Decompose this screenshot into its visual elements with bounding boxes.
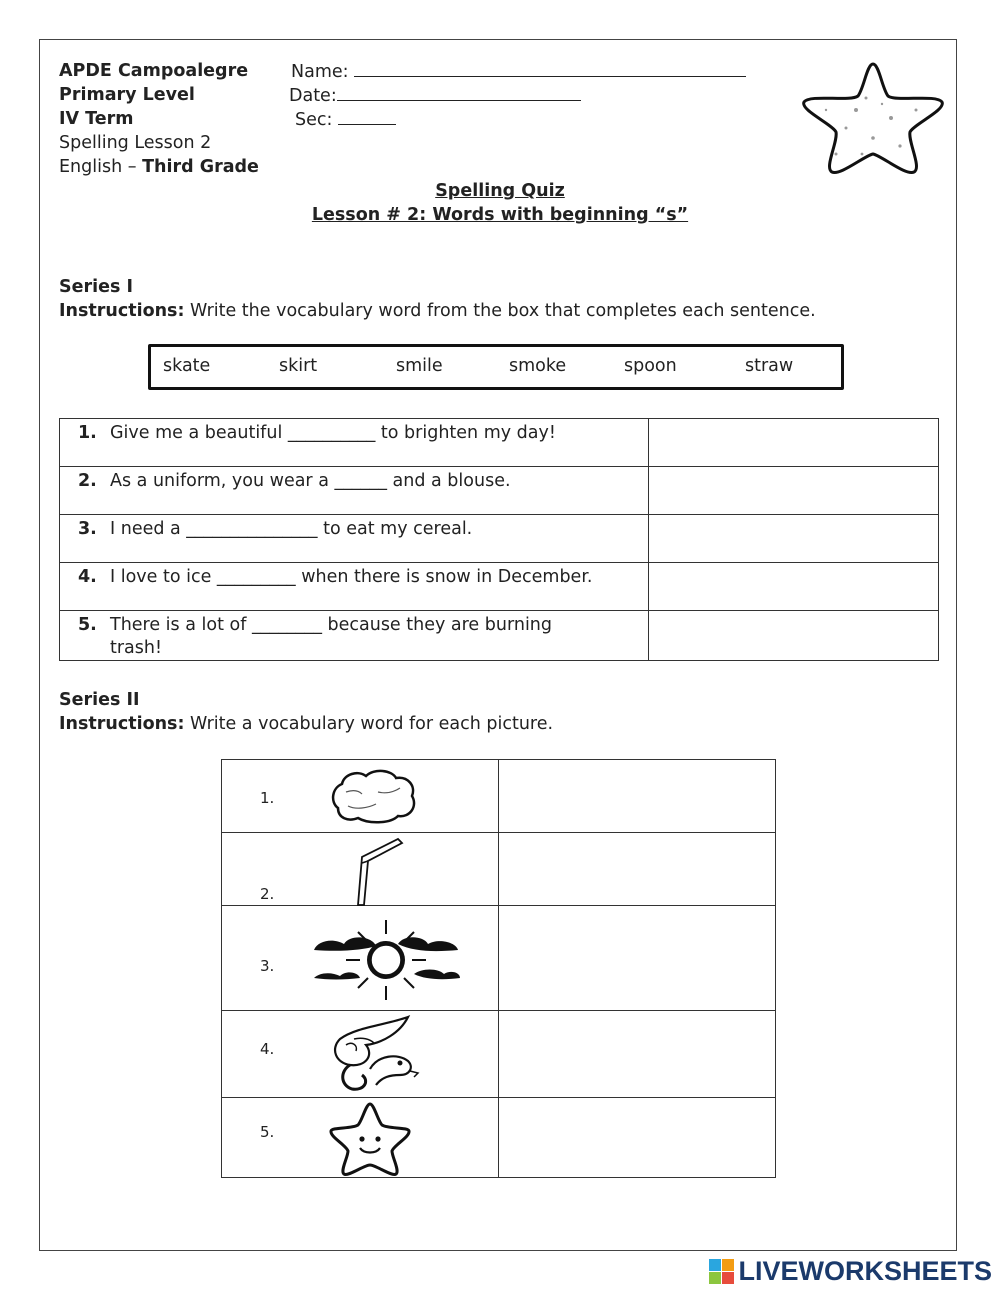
series1-instructions-label: Instructions: — [59, 301, 185, 321]
table-row — [60, 515, 939, 563]
picture-number: 1. — [260, 789, 275, 807]
school-name: APDE Campoalegre — [59, 61, 249, 81]
date-field — [289, 83, 581, 108]
table-row — [222, 1098, 776, 1178]
answer-cell[interactable] — [499, 1011, 776, 1098]
series2-instructions-text: Write a vocabulary word for each picture. — [184, 714, 554, 734]
series2-table — [221, 759, 776, 1178]
answer-cell[interactable] — [649, 515, 939, 563]
question-number: 3. — [78, 519, 97, 539]
subject-line — [59, 155, 259, 179]
smoke-cloud-icon — [328, 768, 418, 826]
picture-number: 2. — [260, 885, 275, 903]
question-number: 4. — [78, 567, 97, 587]
question-cell — [60, 563, 649, 611]
question-text: There is a lot of ________ because they are burning trash! — [110, 615, 553, 658]
picture-number: 5. — [260, 1123, 275, 1141]
picture-cell — [222, 1011, 499, 1098]
question-number: 5. — [78, 615, 97, 635]
question-number: 1. — [78, 423, 97, 443]
series1-heading: Series I — [59, 277, 133, 297]
table-row — [60, 563, 939, 611]
date-input-line[interactable] — [337, 83, 581, 101]
question-text: I need a _______________ to eat my cereal. — [110, 519, 473, 539]
liveworksheets-logo — [709, 1256, 992, 1287]
answer-cell[interactable] — [649, 611, 939, 661]
quiz-title: Spelling Quiz — [435, 181, 565, 201]
term: IV Term — [59, 109, 134, 129]
question-text: As a uniform, you wear a ______ and a blouse. — [110, 471, 511, 491]
name-label: Name: — [291, 62, 349, 82]
word-smile: smile — [396, 356, 443, 376]
table-row — [60, 419, 939, 467]
logo-blocks-icon — [709, 1259, 734, 1284]
question-number: 2. — [78, 471, 97, 491]
question-text: Give me a beautiful __________ to brighten my day! — [110, 423, 556, 443]
level: Primary Level — [59, 85, 195, 105]
name-field — [291, 59, 746, 84]
picture-cell — [222, 906, 499, 1011]
answer-cell[interactable] — [649, 563, 939, 611]
answer-cell[interactable] — [499, 760, 776, 833]
series2-instructions-label: Instructions: — [59, 714, 185, 734]
picture-number: 4. — [260, 1040, 275, 1058]
snake-icon — [326, 1015, 422, 1097]
answer-cell[interactable] — [649, 419, 939, 467]
quiz-subtitle: Lesson # 2: Words with beginning “s” — [311, 205, 689, 225]
picture-cell — [222, 760, 499, 833]
name-input-line[interactable] — [354, 59, 746, 77]
table-row — [60, 467, 939, 515]
question-cell — [60, 515, 649, 563]
smiling-star-icon — [328, 1101, 412, 1177]
sec-input-line[interactable] — [338, 107, 396, 125]
picture-cell — [222, 833, 499, 906]
lesson-label: Spelling Lesson 2 — [59, 133, 212, 153]
answer-cell[interactable] — [499, 833, 776, 906]
table-row — [222, 760, 776, 833]
picture-number: 3. — [260, 957, 275, 975]
series1-table — [59, 418, 939, 661]
word-smoke: smoke — [509, 356, 567, 376]
brand-name: LIVEWORKSHEETS — [738, 1256, 992, 1286]
series2-heading: Series II — [59, 690, 140, 710]
star-decoration-icon — [796, 58, 950, 178]
answer-cell[interactable] — [649, 467, 939, 515]
table-row — [222, 906, 776, 1011]
word-spoon: spoon — [624, 356, 677, 376]
question-text: I love to ice _________ when there is snow in December. — [110, 567, 593, 587]
grade: Third Grade — [142, 157, 259, 177]
sec-label: Sec: — [295, 110, 333, 130]
series1-instructions-text: Write the vocabulary word from the box that completes each sentence. — [184, 301, 816, 321]
table-row — [60, 611, 939, 661]
straw-icon — [350, 837, 410, 907]
question-cell — [60, 611, 649, 661]
series1-instructions — [59, 299, 816, 323]
table-row — [222, 1011, 776, 1098]
date-label: Date: — [289, 86, 337, 106]
table-row — [222, 833, 776, 906]
picture-cell — [222, 1098, 499, 1178]
sec-field — [295, 107, 396, 132]
answer-cell[interactable] — [499, 906, 776, 1011]
question-cell — [60, 419, 649, 467]
series2-instructions — [59, 712, 553, 736]
sun-clouds-icon — [310, 914, 462, 1004]
answer-cell[interactable] — [499, 1098, 776, 1178]
subject-prefix: English – — [59, 157, 143, 177]
word-skirt: skirt — [279, 356, 318, 376]
question-cell — [60, 467, 649, 515]
word-straw: straw — [745, 356, 794, 376]
word-skate: skate — [163, 356, 211, 376]
word-bank-box — [148, 344, 844, 390]
